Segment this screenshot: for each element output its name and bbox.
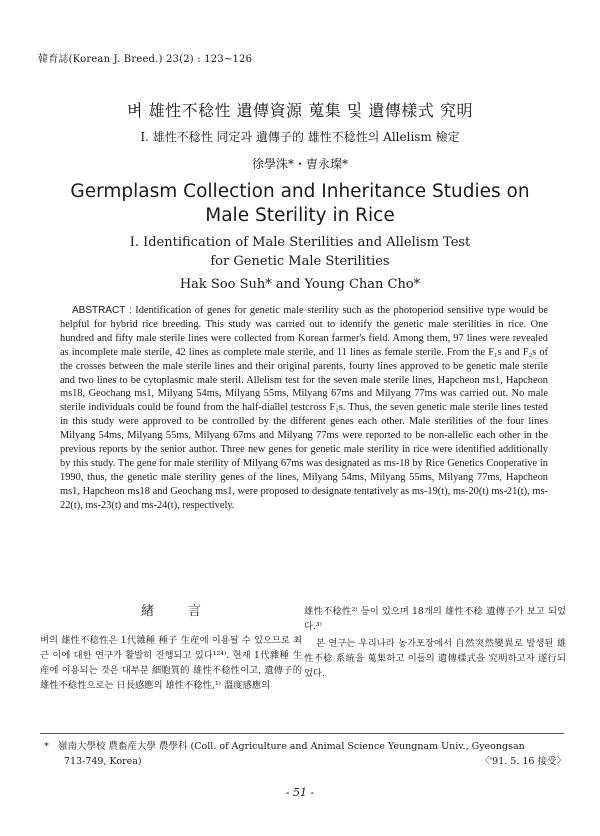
intro-column-left [40,604,302,693]
journal-citation: 韓育誌(Korean J. Breed.) 23(2) : 123~126 [38,54,253,65]
intro-column-right [304,604,566,681]
footnote-line1 [44,739,566,754]
english-subtitle-line2: for Genetic Male Sterilities [210,254,390,269]
footnote-divider [40,733,564,734]
footnote-address: 713-749, Korea) [64,756,142,767]
footnote [44,739,566,769]
page-number: - 51 - [285,786,315,799]
footnote-mark: * [44,741,49,752]
english-title-line2: Male Sterility in Rice [205,205,395,226]
korean-subtitle: Ⅰ. 雄性不稔性 同定과 遺傳子的 雄性不稔性의 Allelism 檢定 [140,130,460,144]
footnote-affiliation: 嶺南大學校 農畜産大學 農學科 (Coll. of Agriculture and Animal Science Yeungnam Univ., Gyeongsan [58,741,525,752]
abstract-label: ABSTRACT : [72,305,132,316]
english-title-line1: Germplasm Collection and Inheritance Studies on [70,181,530,202]
korean-authors: 徐學洙*・曺永璨* [251,157,348,171]
english-title [0,180,600,228]
footnote-line2 [58,754,566,769]
abstract [60,304,548,513]
english-authors: Hak Soo Suh* and Young Chan Cho* [179,277,421,292]
abstract-text: Identification of genes for genetic male sterility such as the photoperiod sensitive type would be helpful for hybrid rice breeding. This study was carried out to identify the genetic male sterilities in rice. One hundred and fifty male sterile lines were collected from Korean farmer's field. Among them, 97 lines were revealed as incomplete male sterile, 42 lines as complete male sterile, and 11 lines as female sterile. From the F₁s and F₂s of the crosses between the male sterile lines and their original parents, fourty lines approved to be genetic male sterile and two lines to be cytoplasmic male steril. Allelism test for the seven male sterile lines, Hapcheon ms1, Hapcheon ms18, Geochang ms1, Milyang 54ms, Milyang 55ms, Milyang 67ms and Milyang 77ms was carried out. No male sterile individuals could be found from the half-diallel testcross F₁s. Thus, the seven genetic male sterile lines tested in this study were approved to be controlled by the different genes each other. Male sterilities of the four lines Milyang 54ms, Milyang 55ms, Milyang 67ms and Milyang 77ms were reported to be non-allelic each other in the previous reports by the senior author. Three new genes for genetic male sterility in rice were identified additionally by this study. The gene for male sterility of Milyang 67ms was designated as ms-18 by Rice Genetics Cooperative in 1990, thus, the genetic male sterility genes of the lines, Milyang 54ms, Milyang 55ms, Milyang 77ms, Hapcheon ms1, Hapcheon ms18 and Geochang ms1, were proposed to designate tentatively as ms-19(t), ms-20(t) ms-21(t), ms-22(t), ms-23(t) and ms-24(t), respectively. [60,305,548,511]
english-subtitle-line1: I. Identification of Male Sterilities and Allelism Test [129,235,471,250]
english-subtitle [0,233,600,271]
korean-title: 벼 雄性不稔性 遺傳資源 蒐集 및 遺傳樣式 究明 [127,101,473,120]
intro-paragraph-left: 벼의 雄性不稔性은 1代雜種 種子 生産에 이용될 수 있으므로 최근 이에 대한 연구가 활발히 진행되고 있다¹²⁴⁾. 현재 1代雜種 生産에 이용되는 것은 대부분 細胞質的 雄性不稔性이고, 遺傳子的 雄性不稔性으로는 日長感應의 雄性不稔性,¹⁾ 溫度感應의 [40,635,302,691]
section-heading-introduction: 緖言 [140,604,235,619]
intro-paragraph-right-2: 본 연구는 우리나라 농가포장에서 自然突然變異로 발생된 雄性不稔 系統을 蒐集하고 이들의 遺傳樣式을 究明하고자 遂行되었다. [304,638,566,679]
footnote-received-date: 〈'91. 5. 16 接受〉 [480,756,566,767]
intro-paragraph-right-1: 雄性不稔性²⁾ 등이 있으며 18개의 雄性不稔 遺傳子가 보고 되었다.³⁾ [304,606,566,632]
